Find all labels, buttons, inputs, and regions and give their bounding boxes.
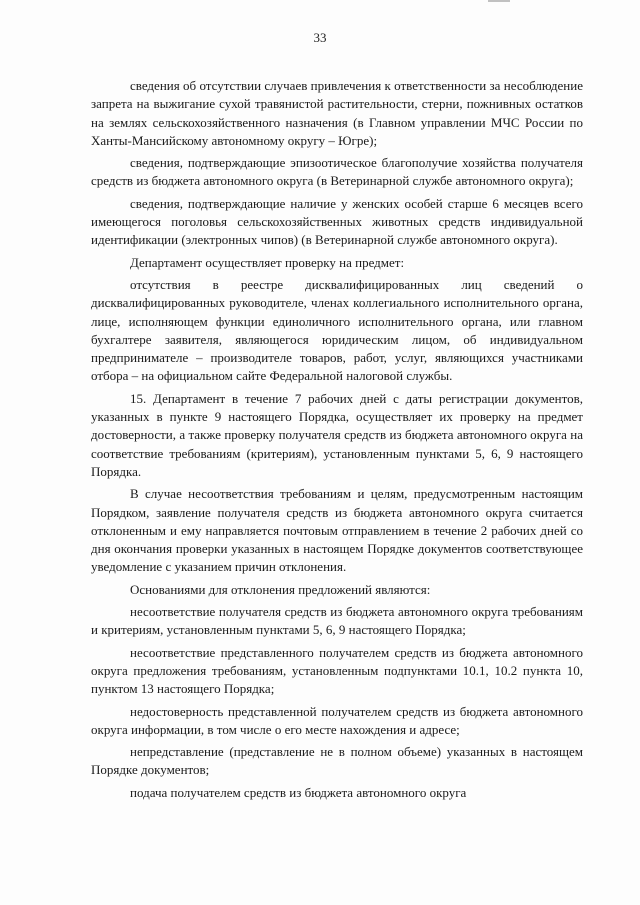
paragraph-ground-incomplete: непредставление (представление не в полном объеме) указанных в настоящем Порядке документов; xyxy=(91,744,583,778)
paragraph-ground-submission: подача получателем средств из бюджета автономного округа xyxy=(130,784,467,800)
paragraph-mchs-info: сведения об отсутствии случаев привлечения к ответственности за несоблюдение запрета на выжигание сухой травянистой растительности, стерни, пожнивных остатков на землях сельскохозяйственного назначения (в Главном управлении МЧС России по Ханты-Мансийскому автономному округу – Югре); xyxy=(91,78,583,148)
paragraph-clause-15: 15. Департамент в течение 7 рабочих дней с даты регистрации документов, указанных в пункте 9 настоящего Порядка, осуществляет их проверку на предмет достоверности, а также проверку получателя средств из бюджета автономного округа на соответствие требованиям (критериям), установленным пунктами 5, 6, 9 настоящего Порядка. xyxy=(91,390,583,479)
scan-edge-mark xyxy=(488,0,510,2)
paragraph-chips-info: сведения, подтверждающие наличие у женских особей старше 6 месяцев всего имеющегося поголовья сельскохозяйственных животных средств индивидуальной идентификации (электронных чипов) (в Ветеринарной службе автономного округа). xyxy=(91,195,583,248)
paragraph-rejection-grounds: Основаниями для отклонения предложений являются: xyxy=(130,581,431,597)
paragraph-ground-requirements: несоответствие получателя средств из бюджета автономного округа требованиям и критериям, установленным пунктами 5, 6, 9 настоящего Порядка; xyxy=(91,604,583,638)
paragraph-department-check: Департамент осуществляет проверку на предмет: xyxy=(130,254,405,270)
paragraph-disqualified-registry: отсутствия в реестре дисквалифицированных лиц сведений о дисквалифицированных руководителе, членах коллегиального исполнительного органа, лице, исполняющем функции единоличного исполнительного органа, или главном бухгалтере заявителя, являющегося юридическим лицом, об индивидуальном предпринимателе – производителе товаров, работ, услуг, являющихся участниками отбора – на официальном сайте Федеральной налоговой службы. xyxy=(91,276,583,384)
paragraph-epizootic-info: сведения, подтверждающие эпизоотическое благополучие хозяйства получателя средств из бюджета автономного округа (в Ветеринарной службе автономного округа); xyxy=(91,155,583,189)
paragraph-ground-proposal: несоответствие представленного получателем средств из бюджета автономного округа предложения требованиям, установленным подпунктами 10.1, 10.2 пункта 10, пунктом 13 настоящего Порядка; xyxy=(91,644,583,697)
page-number: 33 xyxy=(313,30,327,45)
paragraph-ground-unreliable: недостоверность представленной получателем средств из бюджета автономного округа информации, в том числе о его месте нахождения и адресе; xyxy=(91,703,583,737)
document-body xyxy=(91,77,583,806)
paragraph-nonconformity: В случае несоответствия требованиям и целям, предусмотренным настоящим Порядком, заявление получателя средств из бюджета автономного округа считается отклоненным и ему направляется почтовым отправлением в течение 2 рабочих дней со дня окончания проверки указанных в настоящем Порядке документов соответствующее уведомление с указанием причин отклонения. xyxy=(91,486,583,575)
